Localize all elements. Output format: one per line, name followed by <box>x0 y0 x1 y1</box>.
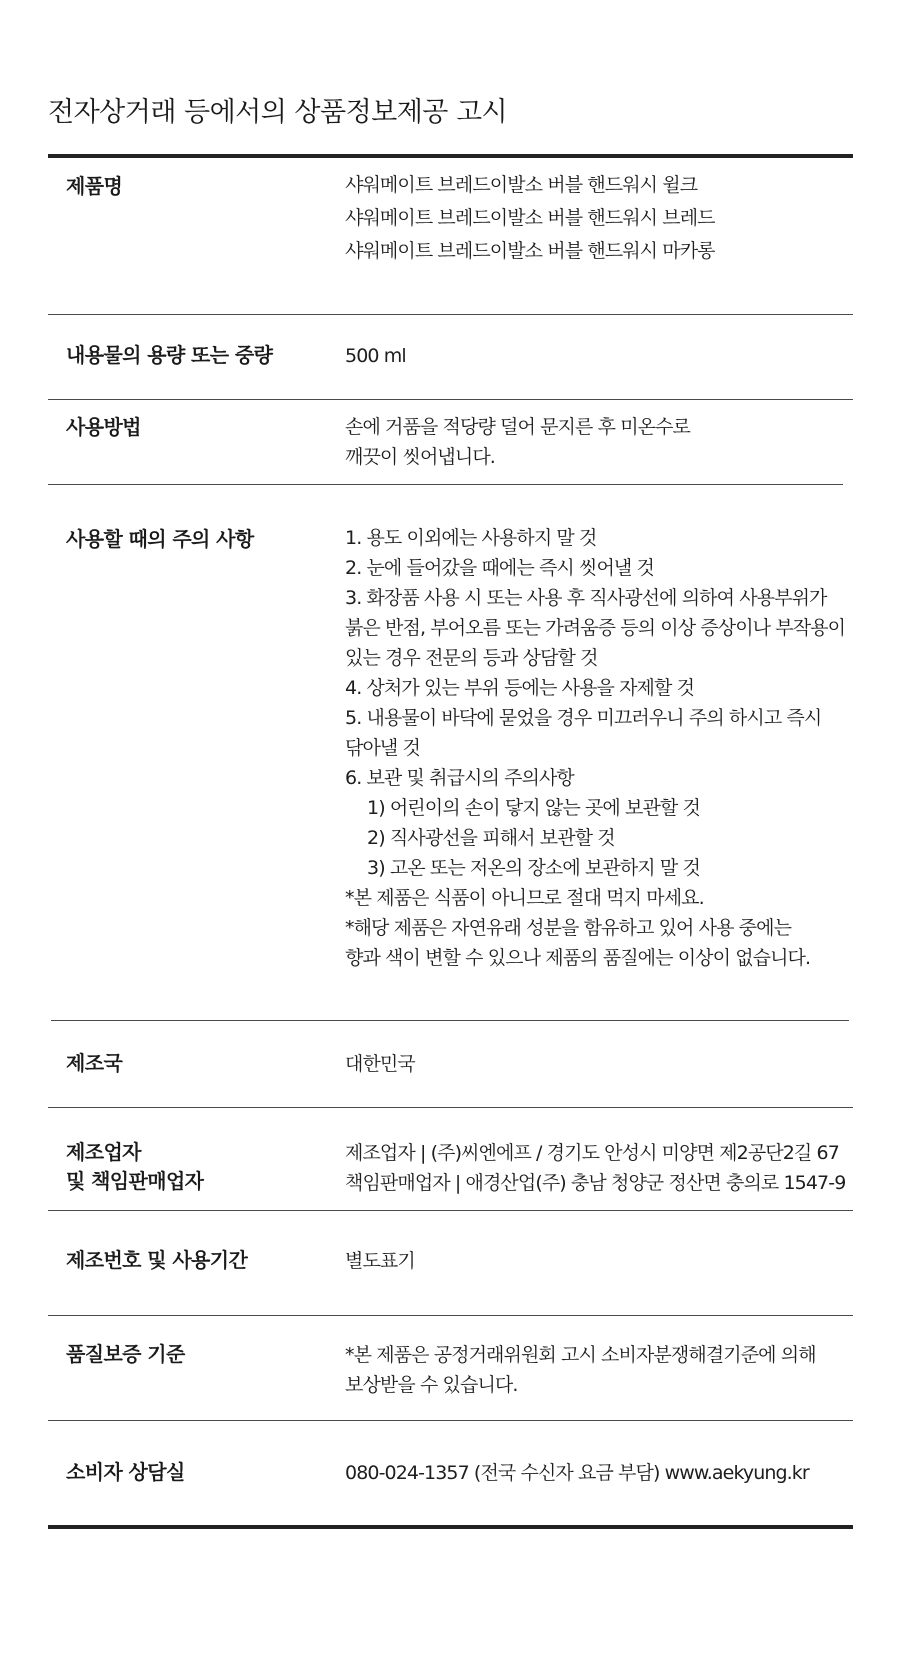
caution-value <box>345 523 865 973</box>
product-name-line: 샤워메이트 브레드이발소 버블 핸드워시 마카롱 <box>345 240 715 262</box>
row-divider <box>48 484 843 485</box>
row-divider <box>48 1210 853 1211</box>
volume-value <box>345 341 865 371</box>
row-divider <box>48 1315 853 1316</box>
page-title: 전자상거래 등에서의 상품정보제공 고시 <box>48 97 508 128</box>
caution-line: 붉은 반점, 부어오름 또는 가려움증 등의 이상 증상이나 부작용이 <box>345 617 846 639</box>
manufacturer-line: 제조업자 | (주)씨엔에프 / 경기도 안성시 미양면 제2공단2길 67 <box>345 1142 839 1164</box>
caution-line: 1) 어린이의 손이 닿지 않는 곳에 보관할 것 <box>367 797 700 819</box>
caution-line: 5. 내용물이 바닥에 묻었을 경우 미끄러우니 주의 하시고 즉시 <box>345 707 822 729</box>
row-divider <box>48 399 853 400</box>
quality-line: *본 제품은 공정거래위원회 고시 소비자분쟁해결기준에 의해 <box>345 1344 816 1366</box>
manufacturer-label-line: 제조업자 <box>66 1140 141 1164</box>
row-divider <box>48 1420 853 1421</box>
lot-value <box>345 1246 865 1276</box>
table-bottom-rule <box>48 1525 853 1529</box>
quality-value <box>345 1340 865 1400</box>
usage-value <box>345 412 865 472</box>
row-divider <box>51 1020 849 1021</box>
quality-line: 보상받을 수 있습니다. <box>345 1374 518 1396</box>
origin-line: 대한민국 <box>345 1053 415 1075</box>
product-name-line: 샤워메이트 브레드이발소 버블 핸드워시 브레드 <box>345 207 715 229</box>
manufacturer-label <box>66 1138 203 1196</box>
quality-label: 품질보증 기준 <box>66 1342 185 1366</box>
product-name-label: 제품명 <box>66 174 123 198</box>
caution-line: 2. 눈에 들어갔을 때에는 즉시 씻어낼 것 <box>345 557 654 579</box>
consumer-line: 080-024-1357 (전국 수신자 요금 부담) www.aekyung.kr <box>345 1462 809 1484</box>
manufacturer-value <box>345 1138 865 1198</box>
table-top-rule <box>48 154 853 158</box>
manufacturer-label-line: 및 책임판매업자 <box>66 1169 204 1193</box>
volume-line: 500 ml <box>345 345 406 367</box>
caution-line: *본 제품은 식품이 아니므로 절대 먹지 마세요. <box>345 887 704 909</box>
row-divider <box>48 1107 853 1108</box>
caution-line: 3) 고온 또는 저온의 장소에 보관하지 말 것 <box>367 857 700 879</box>
caution-label: 사용할 때의 주의 사항 <box>66 527 254 551</box>
caution-line: 있는 경우 전문의 등과 상담할 것 <box>345 647 598 669</box>
caution-line: 3. 화장품 사용 시 또는 사용 후 직사광선에 의하여 사용부위가 <box>345 587 827 609</box>
product-name-line: 샤워메이트 브레드이발소 버블 핸드워시 윌크 <box>345 174 698 196</box>
usage-line: 깨끗이 씻어냅니다. <box>345 446 495 468</box>
caution-line: 4. 상처가 있는 부위 등에는 사용을 자제할 것 <box>345 677 695 699</box>
lot-line: 별도표기 <box>345 1250 415 1272</box>
caution-line: 닦아낼 것 <box>345 737 420 759</box>
caution-line: *해당 제품은 자연유래 성분을 함유하고 있어 사용 중에는 <box>345 917 792 939</box>
consumer-value <box>345 1458 865 1488</box>
caution-line: 2) 직사광선을 피해서 보관할 것 <box>367 827 615 849</box>
origin-label: 제조국 <box>66 1051 123 1075</box>
caution-line: 향과 색이 변할 수 있으나 제품의 품질에는 이상이 없습니다. <box>345 947 811 969</box>
product-name-value <box>345 170 865 266</box>
usage-line: 손에 거품을 적당량 덜어 문지른 후 미온수로 <box>345 416 691 438</box>
manufacturer-line: 책임판매업자 | 애경산업(주) 충남 청양군 정산면 충의로 1547-9 <box>345 1172 846 1194</box>
caution-line: 1. 용도 이외에는 사용하지 말 것 <box>345 527 597 549</box>
origin-value <box>345 1049 865 1079</box>
usage-label: 사용방법 <box>66 415 141 439</box>
row-divider <box>48 314 853 315</box>
caution-line: 6. 보관 및 취급시의 주의사항 <box>345 767 574 789</box>
consumer-label: 소비자 상담실 <box>66 1460 185 1484</box>
volume-label: 내용물의 용량 또는 중량 <box>66 343 273 367</box>
lot-label: 제조번호 및 사용기간 <box>66 1248 248 1272</box>
